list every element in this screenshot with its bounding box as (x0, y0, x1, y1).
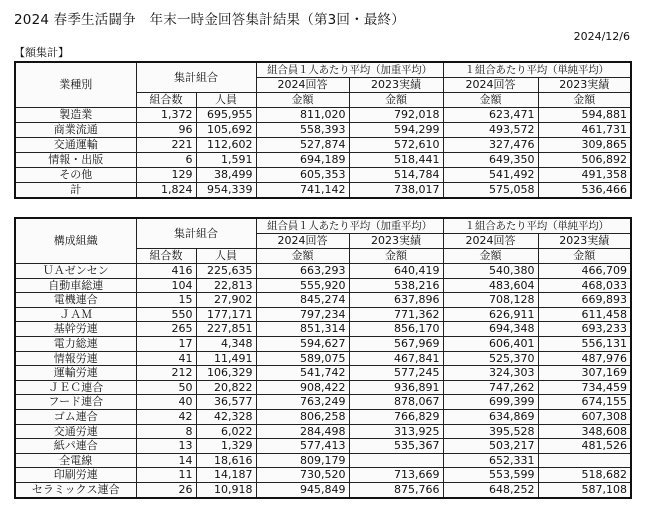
column-header-amount: 金額 (538, 249, 631, 264)
union-count: 6 (136, 153, 196, 168)
per-member-2024: 730,520 (256, 468, 349, 483)
row-name: 計 (15, 183, 136, 199)
per-member-2024: 811,020 (256, 108, 349, 123)
per-union-2023: 307,169 (538, 366, 631, 381)
member-count: 6,022 (196, 424, 256, 439)
row-name: 紙パ連合 (15, 439, 136, 454)
column-header-members: 人員 (196, 249, 256, 264)
row-name: ＪＥＣ連合 (15, 380, 136, 395)
member-count: 695,955 (196, 108, 256, 123)
per-member-2024: 527,874 (256, 138, 349, 153)
report-date: 2024/12/6 (573, 30, 630, 43)
per-union-2024: 324,303 (443, 366, 538, 381)
union-count: 416 (136, 264, 196, 279)
row-name: 全電線 (15, 453, 136, 468)
column-header-amount: 金額 (349, 249, 443, 264)
union-count: 550 (136, 307, 196, 322)
column-header-amount: 金額 (443, 249, 538, 264)
per-union-2024: 626,911 (443, 307, 538, 322)
column-header-amount: 金額 (538, 93, 631, 108)
per-union-2023: 466,709 (538, 264, 631, 279)
union-count: 96 (136, 123, 196, 138)
member-count: 38,499 (196, 168, 256, 183)
per-union-2023: 487,976 (538, 351, 631, 366)
per-member-2024: 558,393 (256, 123, 349, 138)
per-union-2024: 652,331 (443, 453, 538, 468)
column-header-group-total: 集計組合 (136, 62, 256, 93)
column-header-2023: 2023実績 (538, 78, 631, 93)
per-union-2024: 649,350 (443, 153, 538, 168)
section-label: 【額集計】 (14, 46, 69, 59)
member-count: 954,339 (196, 183, 256, 199)
per-union-2024: 575,058 (443, 183, 538, 199)
row-name: 製造業 (15, 108, 136, 123)
per-union-2023: 461,731 (538, 123, 631, 138)
per-union-2024: 395,528 (443, 424, 538, 439)
table-row (15, 138, 631, 153)
table-row (15, 351, 631, 366)
per-member-2024: 605,353 (256, 168, 349, 183)
table-row (15, 380, 631, 395)
per-union-2023: 734,459 (538, 380, 631, 395)
column-header-amount: 金額 (256, 249, 349, 264)
per-member-2023: 771,362 (349, 307, 443, 322)
per-member-2024: 577,413 (256, 439, 349, 454)
per-union-2023: 556,131 (538, 336, 631, 351)
table-row (15, 264, 631, 279)
union-count: 13 (136, 439, 196, 454)
row-name: 商業流通 (15, 123, 136, 138)
member-count: 20,822 (196, 380, 256, 395)
per-union-2023: 611,458 (538, 307, 631, 322)
table-row (15, 153, 631, 168)
per-member-2024: 908,422 (256, 380, 349, 395)
per-member-2023: 856,170 (349, 322, 443, 337)
member-count: 11,491 (196, 351, 256, 366)
industry-summary-table (14, 61, 632, 199)
per-member-2023: 467,841 (349, 351, 443, 366)
union-count: 50 (136, 380, 196, 395)
column-header-amount: 金額 (349, 93, 443, 108)
union-count: 265 (136, 322, 196, 337)
per-member-2024: 663,293 (256, 264, 349, 279)
per-member-2023: 538,216 (349, 278, 443, 293)
row-name: ＵＡゼンセン (15, 264, 136, 279)
union-count: 212 (136, 366, 196, 381)
per-member-2023: 738,017 (349, 183, 443, 199)
table-row (15, 278, 631, 293)
row-name: 電力総連 (15, 336, 136, 351)
member-count: 22,813 (196, 278, 256, 293)
table-row (15, 307, 631, 322)
column-header-2023: 2023実績 (349, 78, 443, 93)
per-member-2024: 806,258 (256, 409, 349, 424)
column-header-members: 人員 (196, 93, 256, 108)
per-member-2023: 637,896 (349, 293, 443, 308)
per-union-2023: 518,682 (538, 468, 631, 483)
per-union-2023: 468,033 (538, 278, 631, 293)
table-row (15, 183, 631, 199)
column-header-2024: 2024回答 (443, 78, 538, 93)
per-union-2023: 587,108 (538, 482, 631, 497)
column-header-group-total: 集計組合 (136, 218, 256, 249)
per-union-2024: 708,128 (443, 293, 538, 308)
per-union-2024: 694,348 (443, 322, 538, 337)
per-union-2023: 481,526 (538, 439, 631, 454)
per-union-2024: 747,262 (443, 380, 538, 395)
union-count: 1,824 (136, 183, 196, 199)
per-union-2023: 594,881 (538, 108, 631, 123)
per-member-2023: 514,784 (349, 168, 443, 183)
member-count: 14,187 (196, 468, 256, 483)
per-member-2023: 567,969 (349, 336, 443, 351)
member-count: 10,918 (196, 482, 256, 497)
per-member-2023: 572,610 (349, 138, 443, 153)
column-header-per-member: 組合員１人あたり平均（加重平均） (256, 62, 443, 78)
row-name: 情報労連 (15, 351, 136, 366)
column-header-amount: 金額 (256, 93, 349, 108)
per-member-2023: 518,441 (349, 153, 443, 168)
row-name: 電機連合 (15, 293, 136, 308)
column-header-per-member: 組合員１人あたり平均（加重平均） (256, 218, 443, 234)
per-union-2024: 553,599 (443, 468, 538, 483)
row-name: セラミックス連合 (15, 482, 136, 497)
per-union-2024: 503,217 (443, 439, 538, 454)
column-header-amount: 金額 (443, 93, 538, 108)
per-member-2024: 845,274 (256, 293, 349, 308)
table-row (15, 409, 631, 424)
per-union-2024: 483,604 (443, 278, 538, 293)
row-name: 基幹労連 (15, 322, 136, 337)
member-count: 177,171 (196, 307, 256, 322)
per-member-2024: 763,249 (256, 395, 349, 410)
column-header-count: 組合数 (136, 93, 196, 108)
per-union-2023: 309,865 (538, 138, 631, 153)
table-row (15, 336, 631, 351)
per-member-2023: 577,245 (349, 366, 443, 381)
per-member-2024: 694,189 (256, 153, 349, 168)
per-member-2024: 589,075 (256, 351, 349, 366)
member-count: 42,328 (196, 409, 256, 424)
row-name: ＪＡＭ (15, 307, 136, 322)
union-count: 11 (136, 468, 196, 483)
member-count: 105,692 (196, 123, 256, 138)
per-member-2023: 936,891 (349, 380, 443, 395)
column-header-2023: 2023実績 (538, 234, 631, 249)
per-member-2023: 766,829 (349, 409, 443, 424)
per-member-2023: 792,018 (349, 108, 443, 123)
row-name: 運輸労連 (15, 366, 136, 381)
per-union-2023: 669,893 (538, 293, 631, 308)
per-member-2024: 809,179 (256, 453, 349, 468)
per-member-2024: 555,920 (256, 278, 349, 293)
table-row (15, 168, 631, 183)
per-member-2023: 535,367 (349, 439, 443, 454)
table-row (15, 424, 631, 439)
per-member-2023: 640,419 (349, 264, 443, 279)
member-count: 36,577 (196, 395, 256, 410)
row-name: 自動車総連 (15, 278, 136, 293)
column-header-organization: 構成組織 (15, 218, 136, 264)
per-union-2024: 648,252 (443, 482, 538, 497)
union-count: 41 (136, 351, 196, 366)
per-union-2024: 634,869 (443, 409, 538, 424)
per-member-2023: 875,766 (349, 482, 443, 497)
table-row (15, 468, 631, 483)
table-row (15, 293, 631, 308)
table-row (15, 482, 631, 497)
per-union-2024: 699,399 (443, 395, 538, 410)
row-name: 印刷労連 (15, 468, 136, 483)
column-header-count: 組合数 (136, 249, 196, 264)
page-title: 2024 春季生活闘争 年末一時金回答集計結果（第3回・最終） (14, 12, 405, 28)
row-name: ゴム連合 (15, 409, 136, 424)
member-count: 27,902 (196, 293, 256, 308)
union-count: 221 (136, 138, 196, 153)
per-union-2024: 541,492 (443, 168, 538, 183)
member-count: 227,851 (196, 322, 256, 337)
column-header-per-union: １組合あたり平均（単純平均） (443, 62, 631, 78)
per-union-2024: 327,476 (443, 138, 538, 153)
per-union-2023: 674,155 (538, 395, 631, 410)
per-union-2023: 607,308 (538, 409, 631, 424)
row-name: 交通運輸 (15, 138, 136, 153)
per-member-2024: 284,498 (256, 424, 349, 439)
row-name: 交通労連 (15, 424, 136, 439)
table-row (15, 366, 631, 381)
per-member-2023: 878,067 (349, 395, 443, 410)
member-count: 1,329 (196, 439, 256, 454)
row-name: フード連合 (15, 395, 136, 410)
table-row (15, 108, 631, 123)
union-count: 15 (136, 293, 196, 308)
per-member-2023 (349, 453, 443, 468)
per-union-2024: 493,572 (443, 123, 538, 138)
per-union-2024: 623,471 (443, 108, 538, 123)
per-union-2023: 348,608 (538, 424, 631, 439)
table-row (15, 439, 631, 454)
per-member-2024: 594,627 (256, 336, 349, 351)
per-union-2023: 536,466 (538, 183, 631, 199)
per-member-2023: 594,299 (349, 123, 443, 138)
row-name: 情報・出版 (15, 153, 136, 168)
union-count: 8 (136, 424, 196, 439)
union-count: 129 (136, 168, 196, 183)
column-header-2023: 2023実績 (349, 234, 443, 249)
per-member-2023: 713,669 (349, 468, 443, 483)
column-header-industry: 業種別 (15, 62, 136, 108)
table-row (15, 395, 631, 410)
column-header-per-union: １組合あたり平均（単純平均） (443, 218, 631, 234)
member-count: 112,602 (196, 138, 256, 153)
member-count: 4,348 (196, 336, 256, 351)
member-count: 225,635 (196, 264, 256, 279)
member-count: 106,329 (196, 366, 256, 381)
column-header-2024: 2024回答 (256, 234, 349, 249)
union-count: 104 (136, 278, 196, 293)
union-count: 40 (136, 395, 196, 410)
column-header-2024: 2024回答 (256, 78, 349, 93)
row-name: その他 (15, 168, 136, 183)
per-union-2023: 491,358 (538, 168, 631, 183)
union-count: 42 (136, 409, 196, 424)
per-union-2023: 506,892 (538, 153, 631, 168)
per-union-2023: 693,233 (538, 322, 631, 337)
table-row (15, 123, 631, 138)
table-row (15, 322, 631, 337)
column-header-2024: 2024回答 (443, 234, 538, 249)
per-member-2023: 313,925 (349, 424, 443, 439)
union-count: 17 (136, 336, 196, 351)
per-member-2024: 945,849 (256, 482, 349, 497)
per-member-2024: 851,314 (256, 322, 349, 337)
member-count: 18,616 (196, 453, 256, 468)
table-row (15, 453, 631, 468)
member-count: 1,591 (196, 153, 256, 168)
per-union-2023 (538, 453, 631, 468)
union-count: 1,372 (136, 108, 196, 123)
per-union-2024: 525,370 (443, 351, 538, 366)
union-count: 14 (136, 453, 196, 468)
per-member-2024: 797,234 (256, 307, 349, 322)
per-member-2024: 541,742 (256, 366, 349, 381)
organization-table (14, 217, 632, 499)
union-count: 26 (136, 482, 196, 497)
per-union-2024: 540,380 (443, 264, 538, 279)
per-member-2024: 741,142 (256, 183, 349, 199)
per-union-2024: 606,401 (443, 336, 538, 351)
